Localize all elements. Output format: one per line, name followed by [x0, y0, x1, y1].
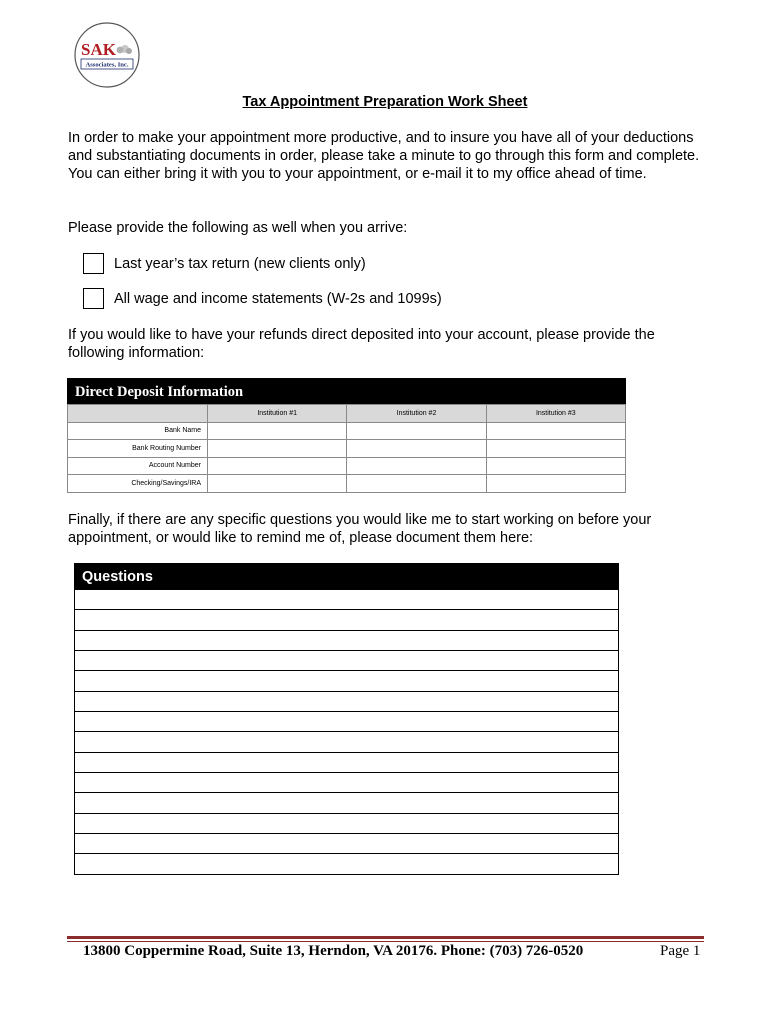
routing-number-field-2[interactable]	[347, 440, 486, 458]
question-line[interactable]	[75, 671, 618, 691]
question-line[interactable]	[75, 712, 618, 732]
table-header-row	[68, 405, 626, 423]
account-number-field-2[interactable]	[347, 457, 486, 475]
bank-name-field-1[interactable]	[208, 422, 347, 440]
company-logo	[73, 21, 141, 89]
account-type-field-3[interactable]	[486, 475, 625, 493]
table-row	[68, 475, 626, 493]
row-label: Checking/Savings/IRA	[68, 475, 208, 493]
question-line[interactable]	[75, 834, 618, 854]
tax-return-checkbox[interactable]	[83, 253, 104, 274]
table-row	[68, 457, 626, 475]
footer-rule-thin	[67, 941, 704, 942]
checklist-item-wage-statements[interactable]	[83, 288, 442, 309]
question-line[interactable]	[75, 814, 618, 834]
question-line[interactable]	[75, 793, 618, 813]
account-type-field-2[interactable]	[347, 475, 486, 493]
page-number: Page 1	[660, 943, 701, 959]
question-line[interactable]	[75, 854, 618, 874]
footer-address: 13800 Coppermine Road, Suite 13, Herndon, VA 20176. Phone: (703) 726-0520	[83, 943, 584, 959]
row-label: Bank Routing Number	[68, 440, 208, 458]
question-line[interactable]	[75, 590, 618, 610]
account-type-field-1[interactable]	[208, 475, 347, 493]
routing-number-field-1[interactable]	[208, 440, 347, 458]
bank-name-field-3[interactable]	[486, 422, 625, 440]
question-line[interactable]	[75, 692, 618, 712]
questions-header: Questions	[74, 563, 619, 590]
question-line[interactable]	[75, 651, 618, 671]
question-line[interactable]	[75, 773, 618, 793]
questions-instructions: Finally, if there are any specific questions you would like me to start working on before your appointment, or would like to remind me of, please document them here:	[68, 512, 652, 546]
routing-number-field-3[interactable]	[486, 440, 625, 458]
svg-text:Associates, Inc.: Associates, Inc.	[85, 61, 129, 69]
table-corner-cell	[68, 405, 208, 423]
table-row	[68, 440, 626, 458]
wage-statements-checkbox[interactable]	[83, 288, 104, 309]
question-line[interactable]	[75, 610, 618, 630]
row-label: Account Number	[68, 457, 208, 475]
footer-rule	[67, 936, 704, 939]
direct-deposit-table	[67, 404, 626, 493]
checklist-item-label: Last year’s tax return (new clients only)	[114, 255, 366, 272]
question-line[interactable]	[75, 732, 618, 752]
account-number-field-3[interactable]	[486, 457, 625, 475]
direct-deposit-header: Direct Deposit Information	[67, 378, 626, 404]
svg-text:SAK: SAK	[81, 40, 116, 59]
intro-paragraph: In order to make your appointment more productive, and to insure you have all of your deductions and substantiating documents in order, please take a minute to go through this form and complete. You can either bring it with you to your appointment, or e-mail it to my office ahead of time.	[68, 130, 700, 182]
question-line[interactable]	[75, 631, 618, 651]
table-row	[68, 422, 626, 440]
provide-instructions: Please provide the following as well when you arrive:	[68, 220, 408, 236]
bank-name-field-2[interactable]	[347, 422, 486, 440]
page-title: Tax Appointment Preparation Work Sheet	[242, 94, 528, 110]
questions-lines	[74, 590, 619, 875]
column-header: Institution #1	[208, 405, 347, 423]
column-header: Institution #2	[347, 405, 486, 423]
checklist-item-tax-return[interactable]	[83, 253, 366, 274]
row-label: Bank Name	[68, 422, 208, 440]
question-line[interactable]	[75, 753, 618, 773]
checklist-item-label: All wage and income statements (W-2s and 1099s)	[114, 290, 442, 307]
deposit-instructions: If you would like to have your refunds direct deposited into your account, please provide the following information:	[68, 327, 655, 361]
column-header: Institution #3	[486, 405, 625, 423]
account-number-field-1[interactable]	[208, 457, 347, 475]
